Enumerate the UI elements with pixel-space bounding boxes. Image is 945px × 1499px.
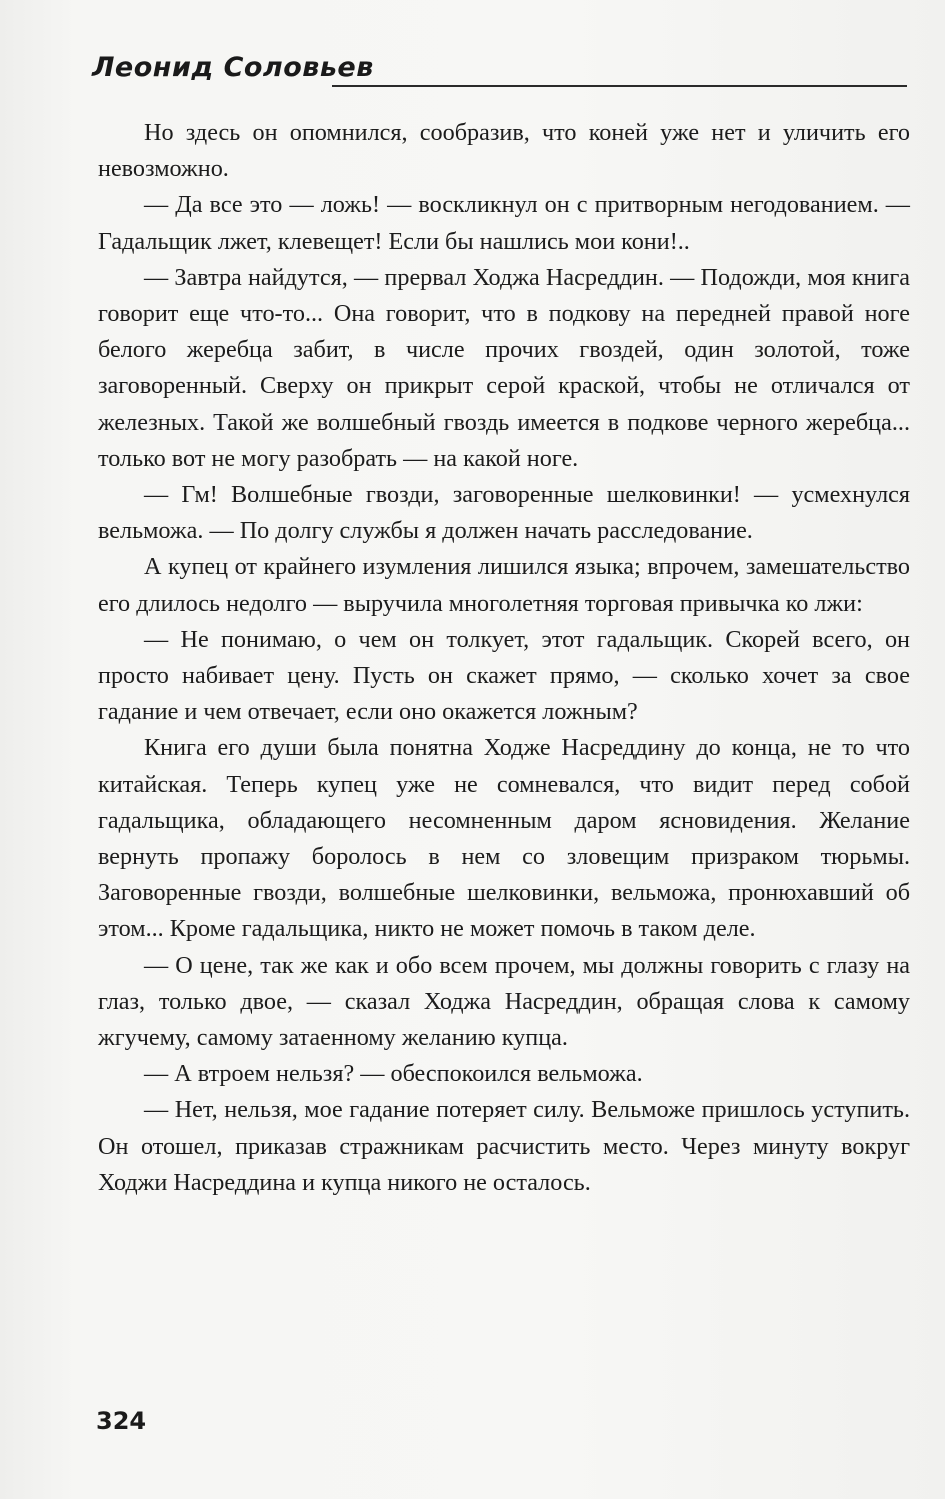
paragraph-9: — А втроем нельзя? — обеспокоился вельможа. — [144, 1060, 643, 1088]
paragraph-6: — Не понимаю, о чем он толкует, этот гадальщик. Скорей всего, он просто набивает цену. Пусть он скажет прямо, — сколько хочет за свое гадание и чем отвечает, если оно окажется ложным? — [98, 625, 910, 726]
running-head — [92, 52, 907, 96]
header-rule — [332, 85, 907, 87]
paragraph-8: — О цене, так же как и обо всем прочем, мы должны говорить с глазу на глаз, только двое, — сказал Ходжа Насреддин, обращая слова к самому жгучему, самому затаенному желанию купца. — [98, 951, 910, 1052]
paragraph-5: А купец от крайнего изумления лишился языка; впрочем, замешательство его длилось недолго — выручила многолетняя торговая привычка ко лжи: — [98, 553, 910, 617]
paragraph-2: — Да все это — ложь! — воскликнул он с притворным негодованием. — Гадальщик лжет, клевещет! Если бы нашлись мои кони!.. — [98, 191, 910, 255]
paragraph-7: Книга его души была понятна Ходже Насреддину до конца, не то что китайская. Теперь купец уже не сомневался, что видит перед собой гадальщика, обладающего несомненным даром ясновидения. Желание вернуть пропажу боролось в нем со зловещим призраком тюрьмы. Заговоренные гвозди, волшебные шелковинки, вельможа, пронюхавший об этом... Кроме гадальщика, никто не может помочь в таком деле. — [98, 734, 910, 943]
page-number: 324 — [96, 1407, 147, 1435]
paragraph-3: — Завтра найдутся, — прервал Ходжа Насреддин. — Подожди, моя книга говорит еще что-то... Она говорит, что в подкову на передней правой ноге белого жеребца забит, в числе прочих гвоздей, один золотой, тоже заговоренный. Сверху он прикрыт серой краской, чтобы не отличался от железных. Такой же волшебный гвоздь имеется в подкове черного жеребца... только вот не могу разобрать — на какой ноге. — [98, 263, 910, 472]
paragraph-1: Но здесь он опомнился, сообразив, что коней уже нет и уличить его невозможно. — [98, 119, 910, 183]
body-text — [98, 115, 910, 1201]
paragraph-10: — Нет, нельзя, мое гадание потеряет силу. Вельможе пришлось уступить. Он отошел, приказав стражникам расчистить место. Через минуту вокруг Ходжи Насреддина и купца никого не осталось. — [98, 1096, 910, 1196]
paragraph-4: — Гм! Волшебные гвозди, заговоренные шелковинки! — усмехнулся вельможа. — По долгу службы я должен начать расследование. — [98, 481, 910, 545]
author-name: Леонид Соловьев — [92, 52, 374, 83]
